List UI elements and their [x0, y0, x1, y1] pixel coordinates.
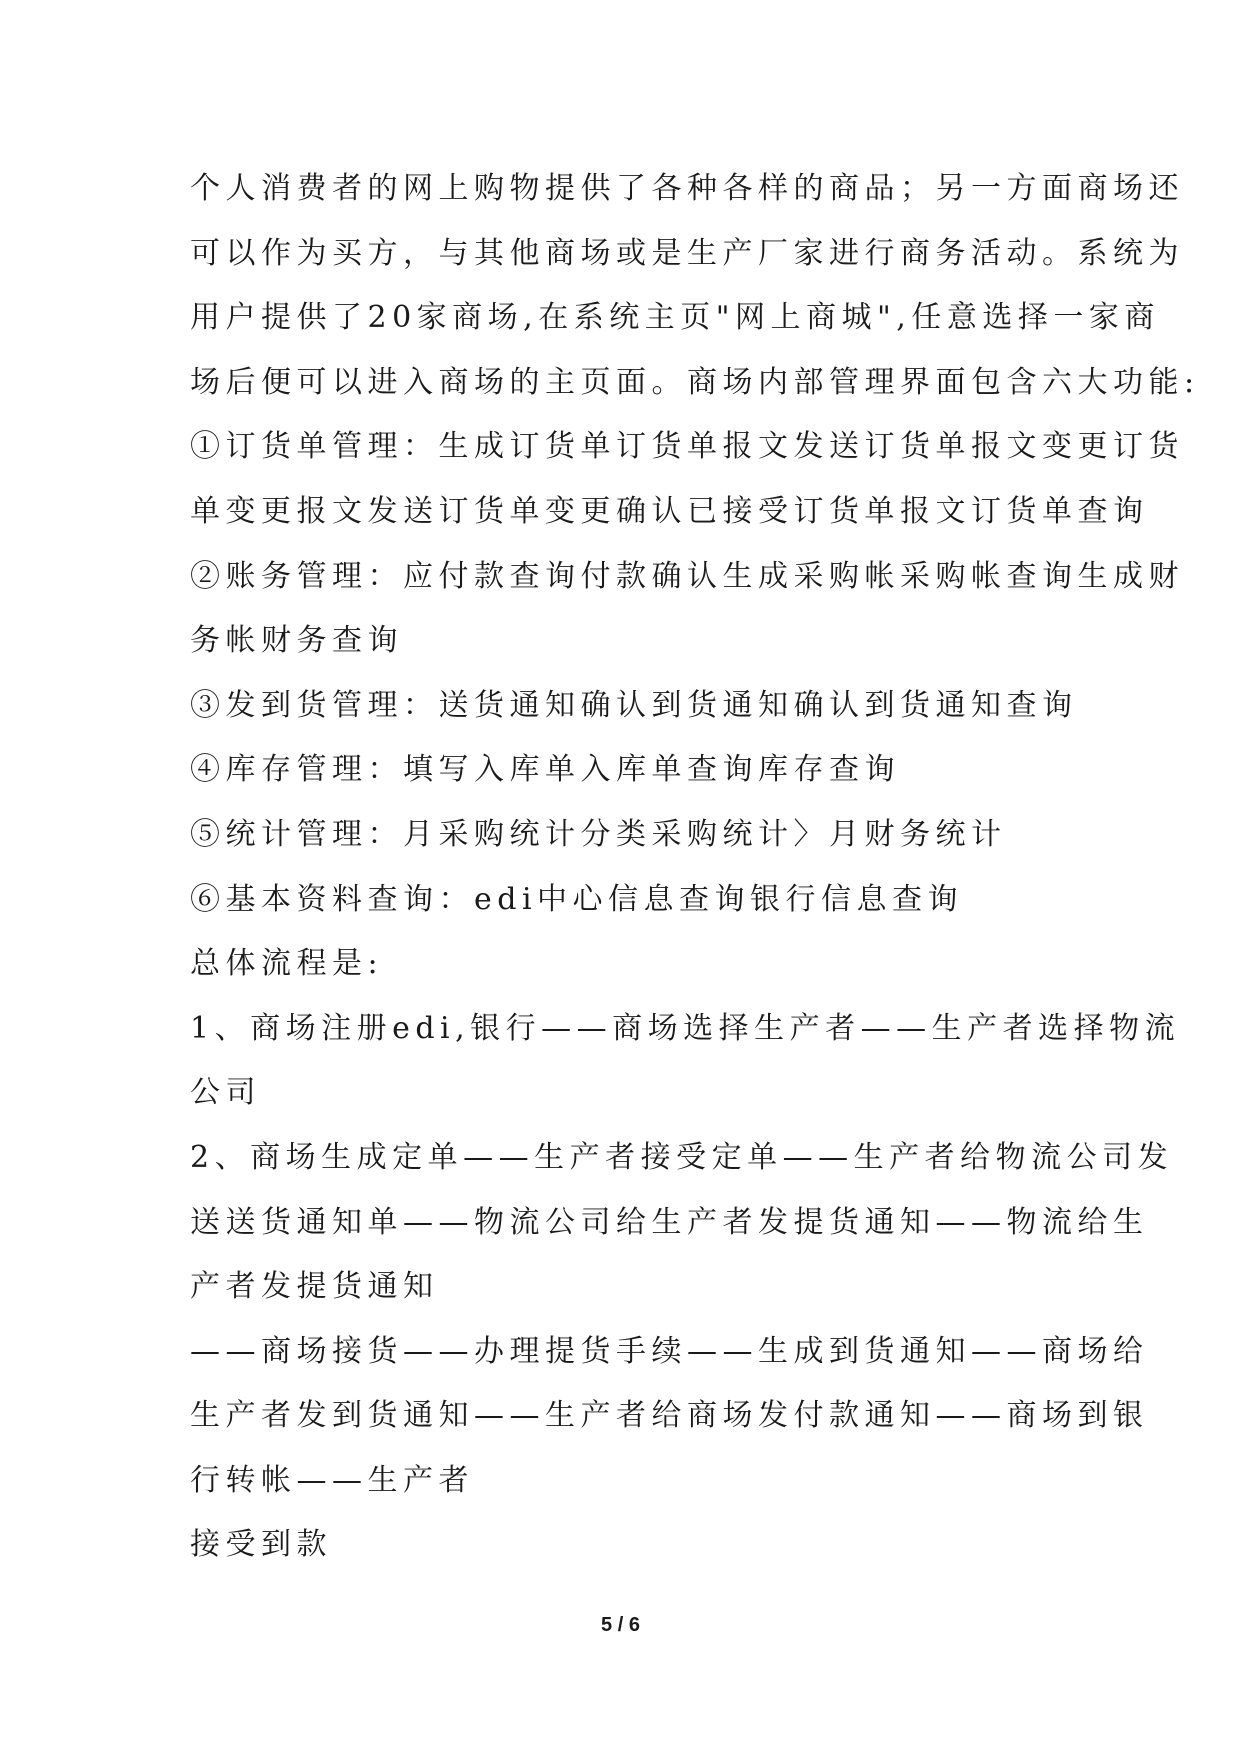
- text-line-1: 个人消费者的网上购物提供了各种各样的商品；另一方面商场还: [190, 171, 1184, 206]
- text-line-4: 场后便可以进入商场的主页面。商场内部管理界面包含六大功能:: [190, 364, 1200, 400]
- text-line-21: 行转帐——生产者: [190, 1462, 474, 1498]
- text-line-3: 用户提供了20家商场,在系统主页"网上商城",任意选择一家商: [190, 300, 1160, 336]
- text-line-9: ③发到货管理：送货通知确认到货通知确认到货通知查询: [190, 687, 1078, 723]
- text-line-5: ①订货单管理：生成订货单订货单报文发送订货单报文变更订货: [190, 429, 1184, 465]
- text-line-19: ——商场接货——办理提货手续——生成到货通知——商场给: [190, 1333, 1149, 1369]
- text-line-12: ⑥基本资料查询：edi中心信息查询银行信息查询: [190, 881, 964, 917]
- text-line-13: 总体流程是:: [190, 946, 384, 982]
- text-line-18: 产者发提货通知: [190, 1269, 439, 1305]
- text-line-11: ⑤统计管理：月采购统计分类采购统计〉月财务统计: [190, 816, 1007, 852]
- page-number: 5 / 6: [601, 1614, 640, 1636]
- body-text: [190, 157, 1200, 1578]
- text-line-15: 公司: [190, 1075, 261, 1111]
- text-line-16: 2、商场生成定单——生产者接受定单——生产者给物流公司发: [190, 1139, 1174, 1175]
- text-line-14: 1、商场注册edi,银行——商场选择生产者——生产者选择物流: [190, 1010, 1181, 1046]
- text-line-6: 单变更报文发送订货单变更确认已接受订货单报文订货单查询: [190, 493, 1149, 529]
- text-line-2: 可以作为买方，与其他商场或是生产厂家进行商务活动。系统为: [190, 235, 1184, 271]
- text-line-20: 生产者发到货通知——生产者给商场发付款通知——商场到银: [190, 1398, 1149, 1434]
- text-line-22: 接受到款: [190, 1527, 332, 1563]
- text-line-8: 务帐财务查询: [190, 623, 403, 659]
- text-line-17: 送送货通知单——物流公司给生产者发提货通知——物流给生: [190, 1204, 1149, 1240]
- text-line-10: ④库存管理：填写入库单入库单查询库存查询: [190, 752, 900, 788]
- text-line-7: ②账务管理：应付款查询付款确认生成采购帐采购帐查询生成财: [190, 558, 1184, 594]
